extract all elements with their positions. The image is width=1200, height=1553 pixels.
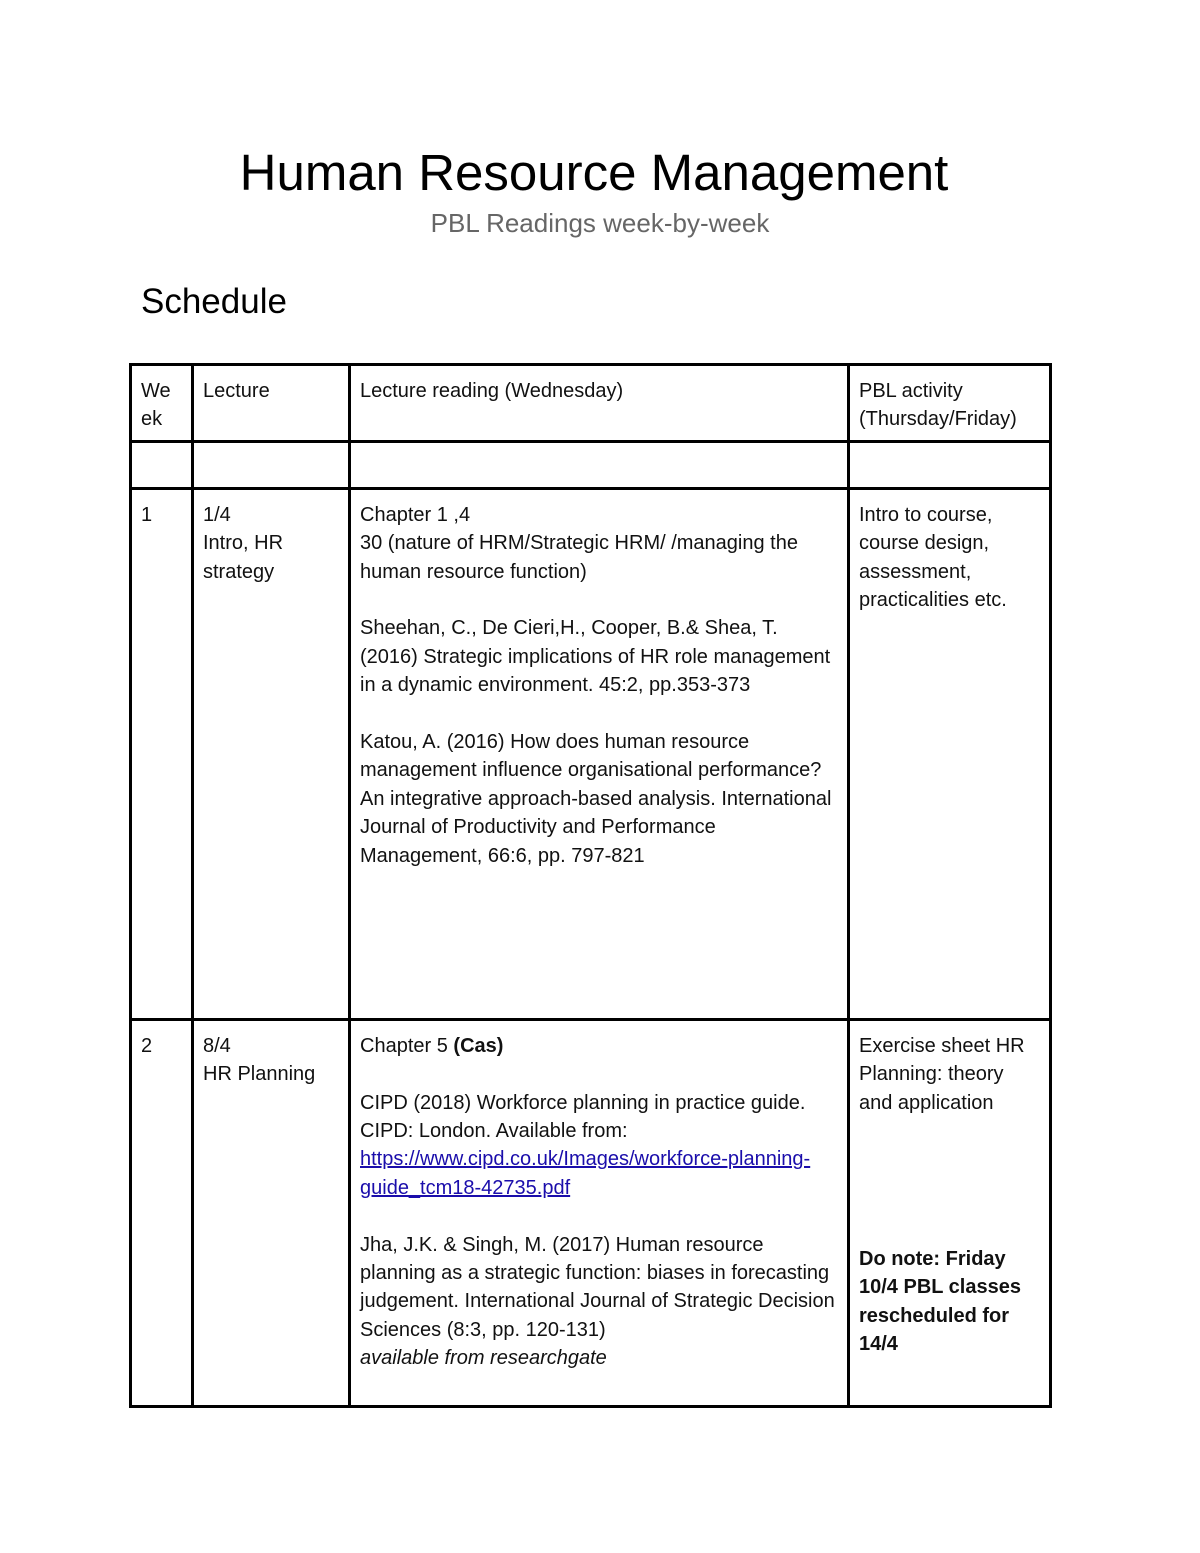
lecture-topic: Intro, HR strategy xyxy=(203,532,284,583)
blank-cell xyxy=(849,441,1051,488)
reading-cell xyxy=(350,488,849,1019)
table-blank-row xyxy=(131,441,1051,488)
document-subtitle: PBL Readings week-by-week xyxy=(430,208,770,238)
reading-chapter: Chapter 1 ,4 xyxy=(360,503,471,526)
document-title: Human Resource Management xyxy=(239,144,949,201)
header-lecture: Lecture xyxy=(193,365,350,442)
lecture-date: 1/4 xyxy=(203,503,231,526)
section-heading: Schedule xyxy=(141,282,287,321)
reading-chapter-line xyxy=(360,1032,838,1060)
blank-cell xyxy=(131,441,193,488)
blank-cell xyxy=(193,441,350,488)
reading-availability-note: available from researchgate xyxy=(360,1347,607,1370)
workforce-planning-guide-link[interactable]: https://www.cipd.co.uk/Images/workforce-planning-guide_tcm18-42735.pdf xyxy=(360,1148,811,1199)
header-week: We ek xyxy=(131,365,193,442)
reading-reference: Katou, A. (2016) How does human resource management influence organisational performance? An integrative approach-based analysis. International Journal of Productivity and Performance Management, 66:6, pp. 797-821 xyxy=(360,731,832,867)
reading-reference-with-link xyxy=(360,1089,838,1203)
week-number: 1 xyxy=(131,488,193,1019)
pbl-activity: Exercise sheet HR Planning: theory and application xyxy=(859,1034,1025,1114)
header-reading: Lecture reading (Wednesday) xyxy=(350,365,849,442)
lecture-topic: HR Planning xyxy=(203,1063,316,1086)
lecture-cell xyxy=(193,1019,350,1406)
reading-chapter-detail: 30 (nature of HRM/Strategic HRM/ /managing the human resource function) xyxy=(360,532,798,583)
reading-reference: CIPD (2018) Workforce planning in practice guide. CIPD: London. Available from: xyxy=(360,1091,806,1143)
reading-chapter-note: (Cas) xyxy=(453,1034,504,1057)
header-pbl: PBL activity (Thursday/Friday) xyxy=(849,365,1051,442)
pbl-activity: Intro to course, course design, assessment, practicalities etc. xyxy=(849,488,1051,1019)
reading-reference: Sheehan, C., De Cieri,H., Cooper, B.& Shea, T. (2016) Strategic implications of HR role management in a dynamic environment. 45:2, pp.353-373 xyxy=(360,617,831,697)
lecture-date: 8/4 xyxy=(203,1034,231,1057)
blank-cell xyxy=(350,441,849,488)
pbl-reschedule-note: Do note: Friday 10/4 PBL classes rescheduled for 14/4 xyxy=(859,1248,1021,1356)
reading-chapter: Chapter 5 xyxy=(360,1034,448,1057)
week-number: 2 xyxy=(131,1019,193,1406)
table-row-week-1 xyxy=(131,488,1051,1019)
lecture-cell xyxy=(193,488,350,1019)
table-header-row xyxy=(131,365,1051,442)
pbl-cell xyxy=(849,1019,1051,1406)
schedule-table xyxy=(129,363,1052,1408)
table-row-week-2 xyxy=(131,1019,1051,1406)
reading-reference: Jha, J.K. & Singh, M. (2017) Human resource planning as a strategic function: biases in forecasting judgement. International Journal of Strategic Decision Sciences (8:3, pp. 120-131) xyxy=(360,1233,835,1341)
reading-cell xyxy=(350,1019,849,1406)
